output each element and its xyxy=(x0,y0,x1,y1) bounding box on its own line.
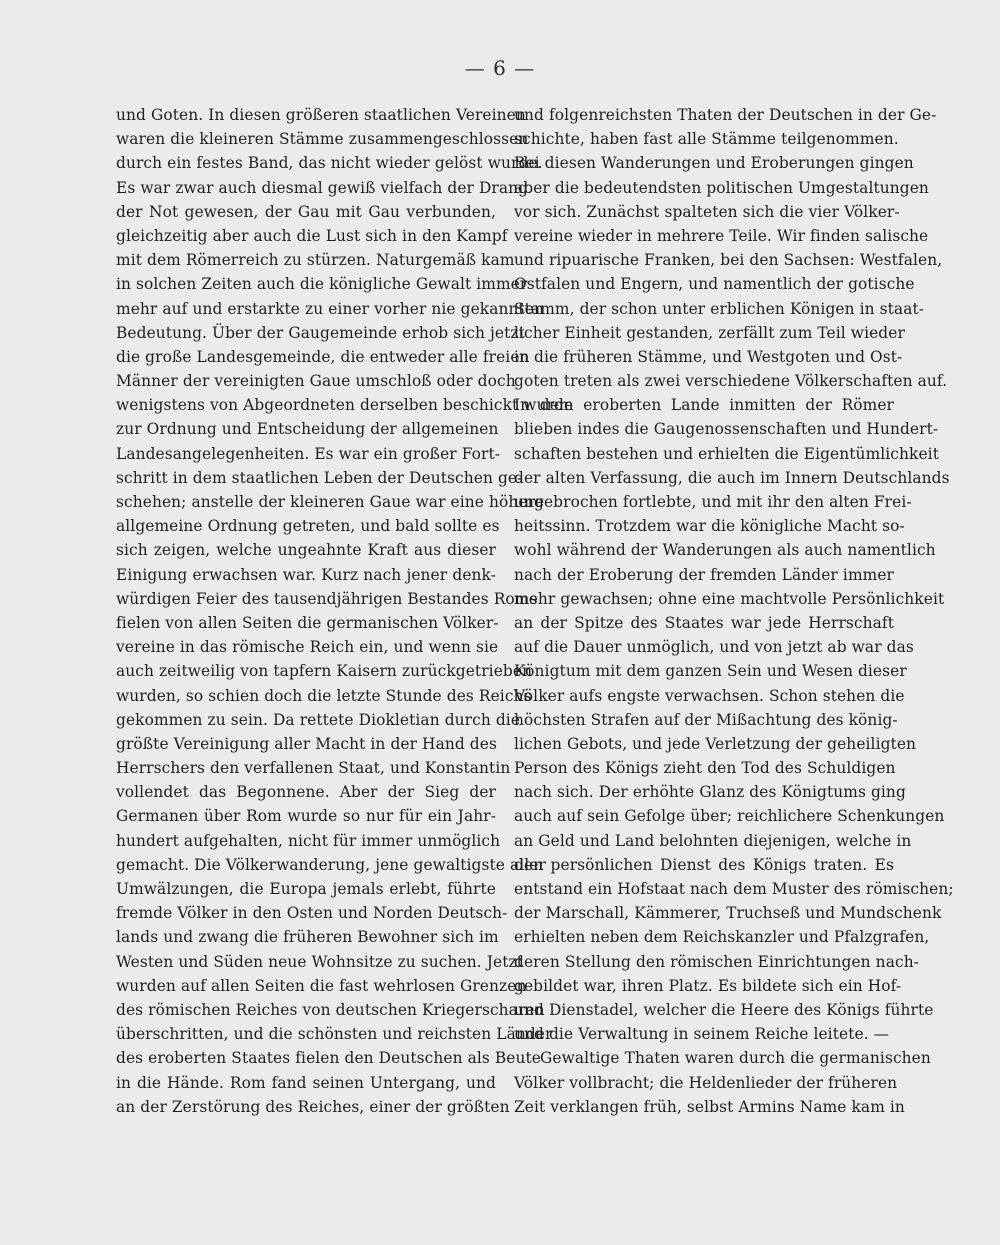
text-line: mehr gewachsen; ohne eine machtvolle Persönlichkeit xyxy=(514,589,945,608)
text-line: an der Spitze des Staates war jede Herrschaft xyxy=(514,613,894,632)
text-line: und ripuarische Franken, bei den Sachsen: Westfalen, xyxy=(514,251,943,270)
text-line: gebildet war, ihren Platz. Es bildete sich ein Hof- xyxy=(514,976,902,995)
text-line: fielen von allen Seiten die germanischen Völker- xyxy=(116,613,499,632)
text-line: lichen Gebots, und jede Verletzung der geheiligten xyxy=(514,734,917,753)
text-line: wohl während der Wanderungen als auch namentlich xyxy=(514,541,936,560)
text-line: lands und zwang die früheren Bewohner sich im xyxy=(116,928,499,947)
text-line: erhielten neben dem Reichskanzler und Pfalzgrafen, xyxy=(514,928,930,947)
text-line: Umwälzungen, die Europa jemals erlebt, führte xyxy=(116,880,496,898)
text-line: auch auf sein Gefolge über; reichlichere Schenkungen xyxy=(514,807,945,826)
text-line: Einigung erwachsen war. Kurz nach jener denk- xyxy=(116,565,496,584)
text-line: blieben indes die Gaugenossenschaften und Hundert- xyxy=(514,420,939,439)
text-line: vereine in das römische Reich ein, und wenn sie xyxy=(116,638,499,657)
text-line: Herrschers den verfallenen Staat, und Konstantin xyxy=(116,759,511,778)
text-line: gemacht. Die Völkerwanderung, jene gewaltigste aller xyxy=(116,855,546,874)
text-line: durch ein festes Band, das nicht wieder gelöst wurde. xyxy=(116,154,543,173)
text-line: und Goten. In diesen größeren staatlichen Vereinen xyxy=(116,106,526,124)
text-line: und die Verwaltung in seinem Reiche leitete. — xyxy=(514,1025,890,1044)
text-line: des römischen Reiches von deutschen Kriegerscharen xyxy=(116,1000,545,1019)
text-line: licher Einheit gestanden, zerfällt zum Teil wieder xyxy=(514,323,905,342)
text-line: Gewaltige Thaten waren durch die germanischen xyxy=(540,1049,931,1068)
text-line: höchsten Strafen auf der Mißachtung des könig- xyxy=(514,710,898,729)
text-line: Völker aufs engste verwachsen. Schon stehen die xyxy=(514,686,905,705)
text-line: Völker vollbracht; die Heldenlieder der früheren xyxy=(514,1073,898,1092)
text-line: Bei diesen Wanderungen und Eroberungen gingen xyxy=(514,154,914,173)
text-line: Bedeutung. Über der Gaugemeinde erhob sich jetzt xyxy=(116,323,525,342)
text-line: deren Stellung den römischen Einrichtungen nach- xyxy=(514,952,920,971)
text-line: schritt in dem staatlichen Leben der Deutschen ge- xyxy=(116,468,523,487)
text-line: allgemeine Ordnung getreten, und bald sollte es xyxy=(116,517,500,536)
text-line: vereine wieder in mehrere Teile. Wir finden salische xyxy=(514,226,929,245)
text-line: der alten Verfassung, die auch im Innern Deutschlands xyxy=(514,468,950,487)
text-line: in die Hände. Rom fand seinen Untergang, und xyxy=(116,1073,496,1092)
text-line: waren die kleineren Stämme zusammengeschlossen xyxy=(116,130,529,149)
text-line: an Geld und Land belohnten diejenigen, welche in xyxy=(514,831,912,850)
text-line: den persönlichen Dienst des Königs traten. Es xyxy=(514,855,894,874)
text-line: und Dienstadel, welcher die Heere des Königs führte xyxy=(514,1000,934,1019)
text-line: sich zeigen, welche ungeahnte Kraft aus dieser xyxy=(116,541,496,560)
text-line: des eroberten Staates fielen den Deutschen als Beute xyxy=(116,1049,541,1068)
text-line: Es war zwar auch diesmal gewiß vielfach der Drang xyxy=(116,178,529,197)
text-line: schaften bestehen und erhielten die Eigentümlichkeit xyxy=(514,444,939,463)
text-line: vor sich. Zunächst spalteten sich die vier Völker- xyxy=(514,202,900,221)
text-line: wurden auf allen Seiten die fast wehrlosen Grenzen xyxy=(116,976,527,995)
text-line: Ostfalen und Engern, und namentlich der gotische xyxy=(514,275,915,294)
text-line: und folgenreichsten Thaten der Deutschen in der Ge- xyxy=(514,106,937,124)
text-line: Landesangelegenheiten. Es war ein großer Fort- xyxy=(116,444,501,463)
text-line: größte Vereinigung aller Macht in der Hand des xyxy=(116,734,497,753)
text-line: wurden, so schien doch die letzte Stunde des Reichs xyxy=(116,686,532,705)
text-line: wenigstens von Abgeordneten derselben beschickt wurde xyxy=(116,396,574,415)
text-line: gleichzeitig aber auch die Lust sich in den Kampf xyxy=(116,226,508,245)
text-line: nach der Eroberung der fremden Länder immer xyxy=(514,565,894,584)
text-line: an der Zerstörung des Reiches, einer der größten xyxy=(116,1097,510,1116)
text-line: aber die bedeutendsten politischen Umgestaltungen xyxy=(514,178,929,197)
text-line: Westen und Süden neue Wohnsitze zu suchen. Jetzt xyxy=(116,952,523,971)
text-line: in solchen Zeiten auch die königliche Gewalt immer xyxy=(116,275,528,294)
text-line: in die früheren Stämme, und Westgoten und Ost- xyxy=(514,347,903,366)
text-line: Stamm, der schon unter erblichen Königen in staat- xyxy=(514,299,925,318)
page-number: — 6 — xyxy=(464,56,536,80)
text-line: die große Landesgemeinde, die entweder alle freien xyxy=(116,347,530,366)
text-line: ungebrochen fortlebte, und mit ihr den alten Frei- xyxy=(514,493,912,511)
text-line: fremde Völker in den Osten und Norden Deutsch- xyxy=(116,904,508,923)
text-line: goten treten als zwei verschiedene Völkerschaften auf. xyxy=(514,372,948,391)
text-line: Germanen über Rom wurde so nur für ein Jahr- xyxy=(116,807,496,826)
text-line: Männer der vereinigten Gaue umschloß oder doch xyxy=(116,372,516,391)
text-line: schehen; anstelle der kleineren Gaue war eine höhere xyxy=(116,493,545,511)
text-line: der Marschall, Kämmerer, Truchseß und Mundschenk xyxy=(514,904,942,923)
text-line: heitssinn. Trotzdem war die königliche Macht so- xyxy=(514,517,905,536)
text-line: auf die Dauer unmöglich, und von jetzt ab war das xyxy=(514,638,914,657)
text-line: Königtum mit dem ganzen Sein und Wesen dieser xyxy=(514,662,907,681)
text-line: überschritten, und die schönsten und reichsten Länder xyxy=(116,1025,553,1044)
text-line: schichte, haben fast alle Stämme teilgenommen. xyxy=(514,130,899,149)
text-line: würdigen Feier des tausendjährigen Bestandes Roms xyxy=(116,589,538,608)
text-line: mehr auf und erstarkte zu einer vorher nie gekannten xyxy=(116,299,545,318)
text-line: auch zeitweilig von tapfern Kaisern zurückgetrieben xyxy=(116,662,533,681)
text-line: Person des Königs zieht den Tod des Schuldigen xyxy=(514,759,896,778)
text-line: nach sich. Der erhöhte Glanz des Königtums ging xyxy=(514,783,906,802)
text-line: In dem eroberten Lande inmitten der Römer xyxy=(514,396,894,415)
text-line: vollendet das Begonnene. Aber der Sieg der xyxy=(116,783,496,802)
text-column-right xyxy=(514,103,954,1119)
text-line: der Not gewesen, der Gau mit Gau verbunden, xyxy=(116,202,496,221)
text-column-left xyxy=(116,103,574,1119)
text-line: hundert aufgehalten, nicht für immer unmöglich xyxy=(116,831,501,850)
text-line: Zeit verklangen früh, selbst Armins Name kam in xyxy=(514,1097,905,1116)
text-line: gekommen zu sein. Da rettete Diokletian durch die xyxy=(116,710,521,729)
text-line: zur Ordnung und Entscheidung der allgemeinen xyxy=(116,420,499,439)
text-line: entstand ein Hofstaat nach dem Muster des römischen; xyxy=(514,880,954,898)
text-line: mit dem Römerreich zu stürzen. Naturgemäß kam xyxy=(116,251,515,270)
